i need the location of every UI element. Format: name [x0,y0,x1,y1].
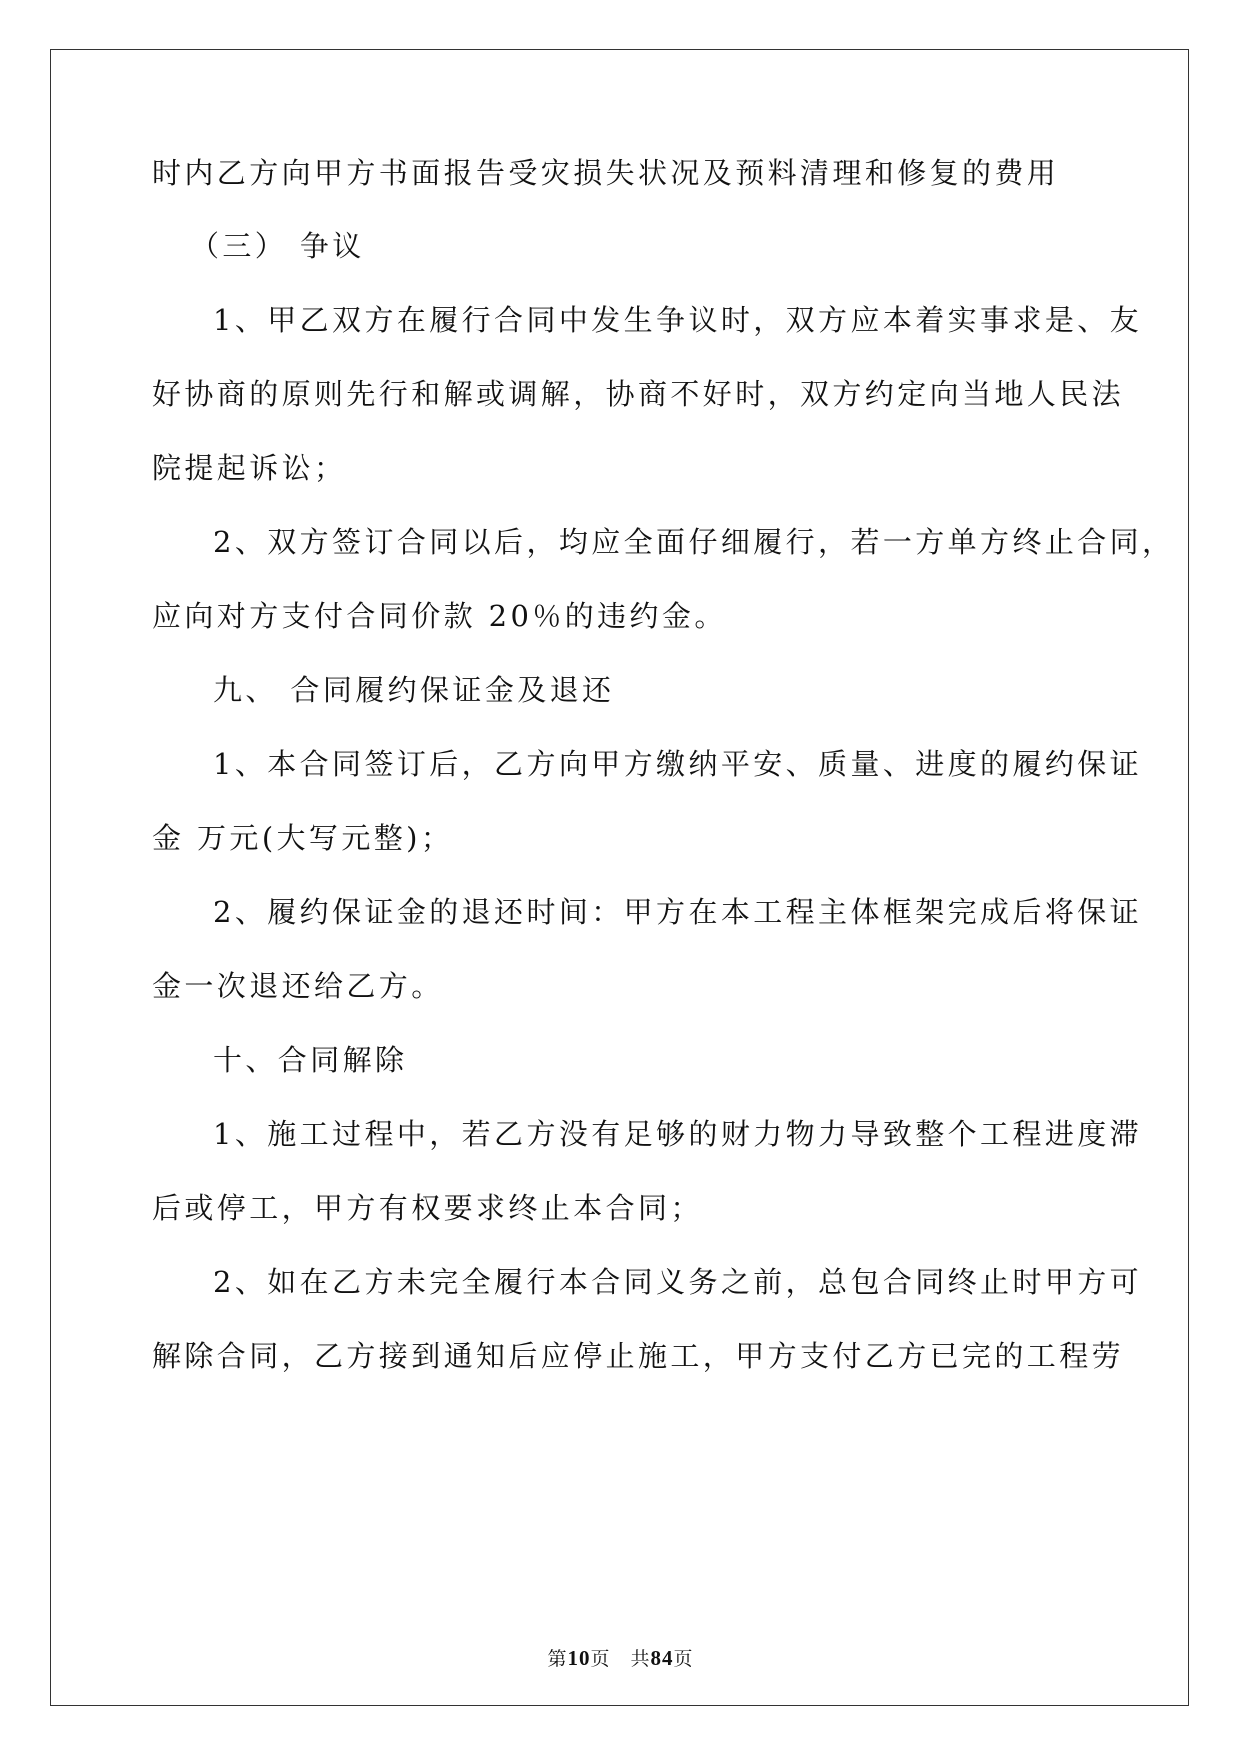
text-line: 后或停工，甲方有权要求终止本合同； [152,1191,703,1225]
text-line: 应向对方支付合同价款 20％的违约金。 [152,599,727,633]
text-line: 2、如在乙方未完全履行本合同义务之前，总包合同终止时甲方可 [213,1265,1143,1299]
text-line: 好协商的原则先行和解或调解，协商不好时，双方约定向当地人民法 [152,377,1125,411]
text-line: 1、本合同签订后，乙方向甲方缴纳平安、质量、进度的履约保证 [213,747,1143,781]
text-line: 金一次退还给乙方。 [152,969,444,1003]
text-line: 金 万元(大写元整)； [152,821,454,855]
current-page-number: 10 [567,1646,591,1670]
text-line: 1、甲乙双方在履行合同中发生争议时，双方应本着实事求是、友 [213,303,1143,337]
page-border [50,49,1189,1706]
section-heading: 九、 合同履约保证金及退还 [213,673,615,707]
text-line: 2、履约保证金的退还时间：甲方在本工程主体框架完成后将保证 [213,895,1143,929]
text-line: 2、双方签订合同以后，均应全面仔细履行，若一方单方终止合同， [213,525,1175,559]
footer-middle: 页 共 [590,1648,651,1670]
footer-suffix: 页 [673,1648,694,1670]
text-line: 解除合同，乙方接到通知后应停止施工，甲方支付乙方已完的工程劳 [152,1339,1125,1373]
section-heading: 十、合同解除 [213,1043,408,1077]
text-line: 院提起诉讼； [152,451,347,485]
text-line: 1、施工过程中，若乙方没有足够的财力物力导致整个工程进度滞 [213,1117,1143,1151]
text-line: 时内乙方向甲方书面报告受灾损失状况及预料清理和修复的费用 [152,156,1060,190]
page-number-footer [0,1644,1241,1671]
footer-prefix: 第 [547,1648,568,1670]
total-page-count: 84 [650,1646,674,1670]
section-heading: （三） 争议 [190,229,365,263]
